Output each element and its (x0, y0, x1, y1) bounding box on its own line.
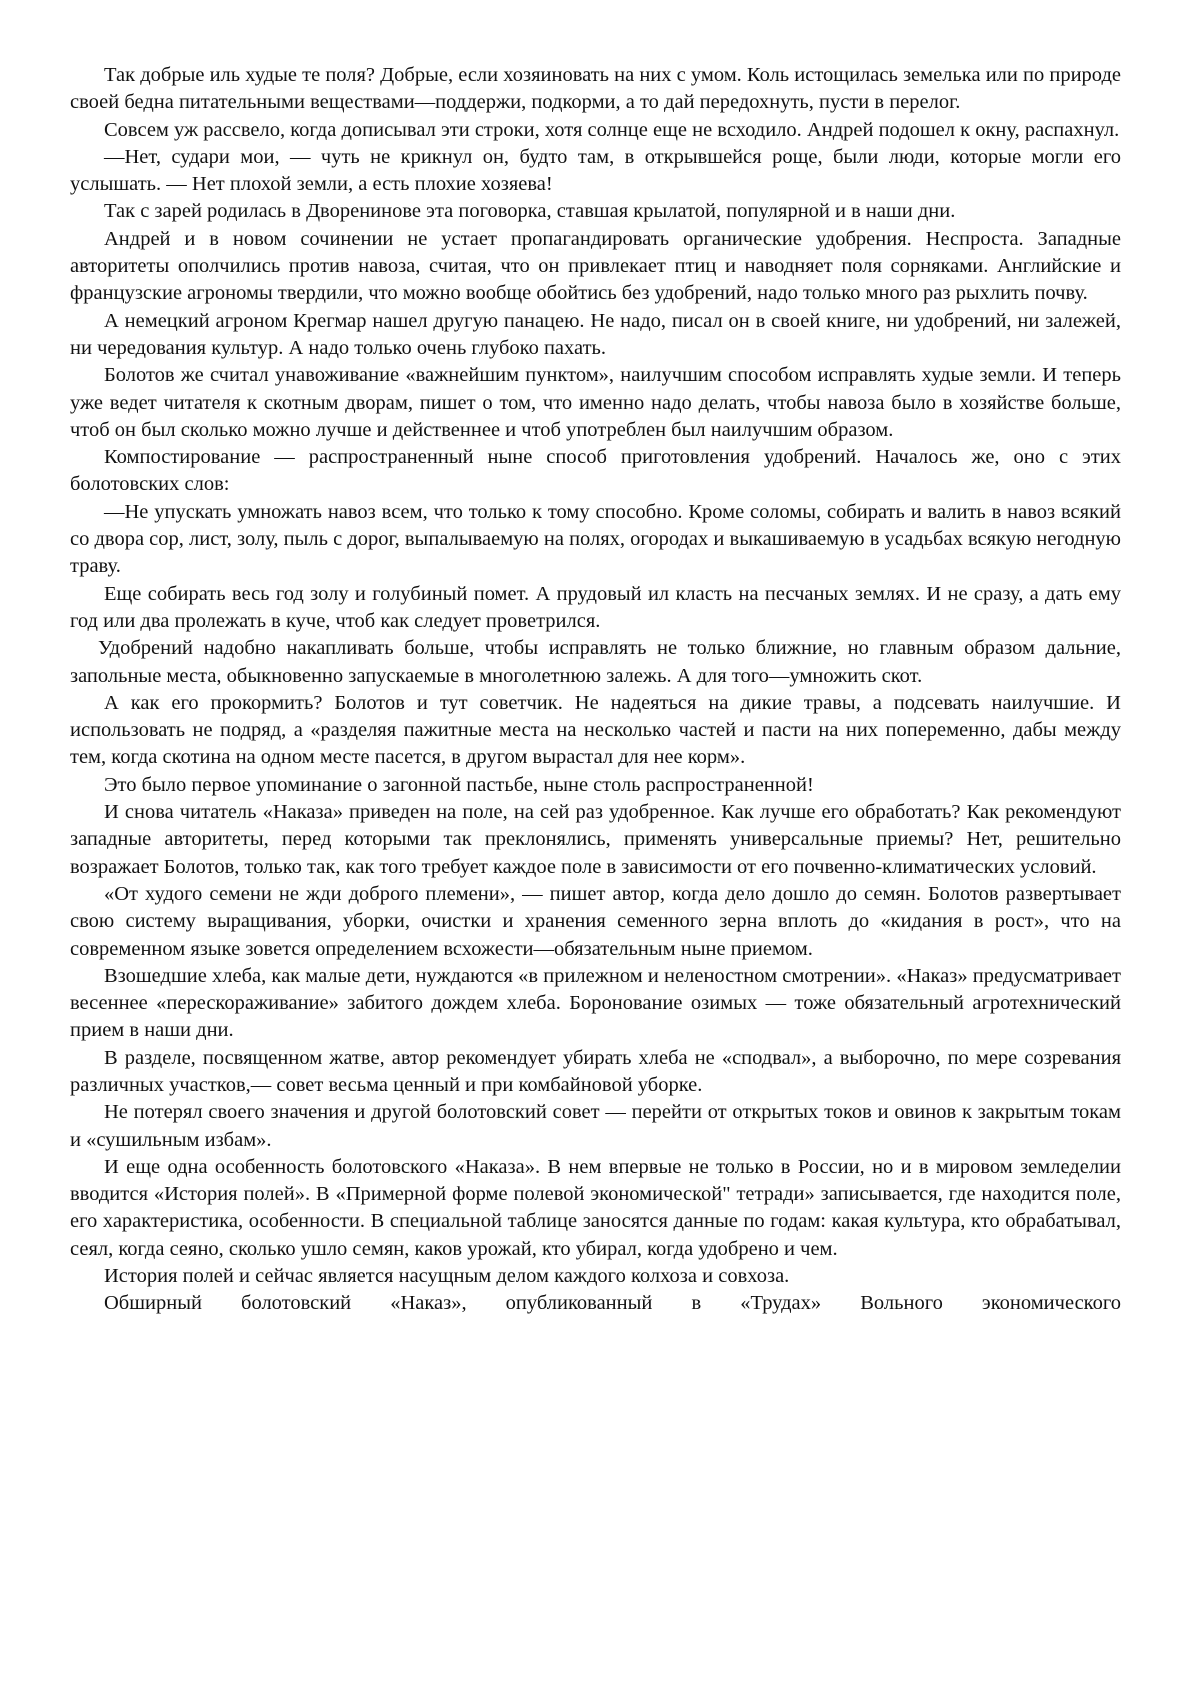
paragraph-12: А как его прокормить? Болотов и тут советчик. Не надеяться на дикие травы, а подсевать наилучшие. И использовать не подряд, а «разделяя пажитные места на несколько частей и пасти на них попеременно, дабы между тем, когда скотина на одном месте пасется, в другом вырастал для нее корм». (70, 691, 1121, 769)
paragraph-3: —Нет, судари мои, — чуть не крикнул он, будто там, в открывшейся роще, были люди, которые могли его услышать. — Нет плохой земли, а есть плохие хозяева! (70, 145, 1121, 196)
paragraph-11: Удобрений надобно накапливать больше, чтобы исправлять не только ближние, но главным образом дальние, запольные места, обыкновенно запускаемые в многолетнюю залежь. А для того—умножить скот. (70, 637, 1121, 687)
paragraph-2: Совсем уж рассвело, когда дописывал эти строки, хотя солнце еще не всходило. Андрей подошел к окну, распахнул. (104, 118, 1120, 141)
paragraph-16: Взошедшие хлеба, как малые дети, нуждаются «в прилежном и неленостном смотрении». «Наказ» предусматривает весеннее «перескораживание» забитого дождем хлеба. Боронование озимых — тоже обязательный агротехнический прием в наши дни. (70, 964, 1121, 1042)
paragraph-13: Это было первое упоминание о загонной пастьбе, ныне столь распространенной! (104, 773, 814, 796)
paragraph-8: Компостирование — распространенный ныне способ приготовления удобрений. Началось же, оно с этих болотовских слов: (70, 446, 1121, 496)
paragraph-10: Еще собирать весь год золу и голубиный помет. А прудовый ил класть на песчаных землях. И не сразу, а дать ему год или два пролежать в куче, чтоб как следует проветрился. (70, 582, 1121, 632)
paragraph-18: Не потерял своего значения и другой болотовский совет — перейти от открытых токов и овинов к закрытым токам и «сушильным избам». (70, 1101, 1121, 1151)
paragraph-7: Болотов же считал унавоживание «важнейшим пунктом», наилучшим способом исправлять худые земли. И теперь уже ведет читателя к скотным дворам, пишет о том, что именно надо делать, чтобы навоза было в хозяйстве больше, чтоб он был сколько можно лучше и действеннее и чтоб употреблен был наилучшим образом. (70, 364, 1121, 441)
paragraph-9: —Не упускать умножать навоз всем, что только к тому способно. Кроме соломы, собирать и валить в навоз всякий со двора сор, лист, золу, пыль с дорог, выпалываемую на полях, огородах и выкашиваемую в усадьбах всякую негодную траву. (70, 500, 1121, 578)
paragraph-5: Андрей и в новом сочинении не устает пропагандировать органические удобрения. Неспроста. Западные авторитеты ополчились против навоза, считая, что он привлекает птиц и наводняет поля сорняками. Английские и французские агрономы твердили, что можно вообще обойтись без удобрений, надо только много раз рыхлить почву. (70, 227, 1121, 305)
paragraph-6: А немецкий агроном Крегмар нашел другую панацею. Не надо, писал он в своей книге, ни удобрений, ни залежей, ни чередования культур. А надо только очень глубоко пахать. (70, 309, 1121, 359)
paragraph-14: И снова читатель «Наказа» приведен на поле, на сей раз удобренное. Как лучше его обработать? Как рекомендуют западные авторитеты, перед которыми так преклонялись, применять универсальные приемы? Нет, решительно возражает Болотов, только так, как того требует каждое поле в зависимости от его почвенно-климатических условий. (70, 801, 1121, 878)
paragraph-15: «От худого семени не жди доброго племени», — пишет автор, когда дело дошло до семян. Болотов развертывает свою систему выращивания, уборки, очистки и хранения семенного зерна вплоть до «кидания в рост», что на современном языке зовется определением всхожести—обязательным ныне приемом. (70, 882, 1121, 960)
paragraph-1: Так добрые иль худые те поля? Добрые, если хозяиновать на них с умом. Коль истощилась земелька или по природе своей бедна питательными веществами—поддержи, подкорми, а то дай передохнуть, пусти в перелог. (70, 64, 1121, 114)
paragraph-20: История полей и сейчас является насущным делом каждого колхоза и совхоза. (104, 1265, 790, 1288)
paragraph-21: Обширный болотовский «Наказ», опубликованный в «Трудах» Вольного экономического (104, 1292, 1121, 1315)
paragraph-19: И еще одна особенность болотовского «Наказа». В нем впервые не только в России, но и в мировом земледелии вводится «История полей». В «Примерной форме полевой экономической" тетради» записывается, где находится поле, его характеристика, особенности. В специальной таблице заносятся данные по годам: какая культура, кто обрабатывал, сеял, когда сеяно, сколько ушло семян, каков урожай, кто убирал, когда удобрено и чем. (70, 1155, 1121, 1260)
paragraph-4: Так с зарей родилась в Дворенинове эта поговорка, ставшая крылатой, популярной и в наши дни. (104, 200, 956, 223)
paragraph-17: В разделе, посвященном жатве, автор рекомендует убирать хлеба не «сподвал», а выборочно, по мере созревания различных участков,— совет весьма ценный и при комбайновой уборке. (70, 1046, 1121, 1096)
document-page (70, 62, 1121, 1318)
